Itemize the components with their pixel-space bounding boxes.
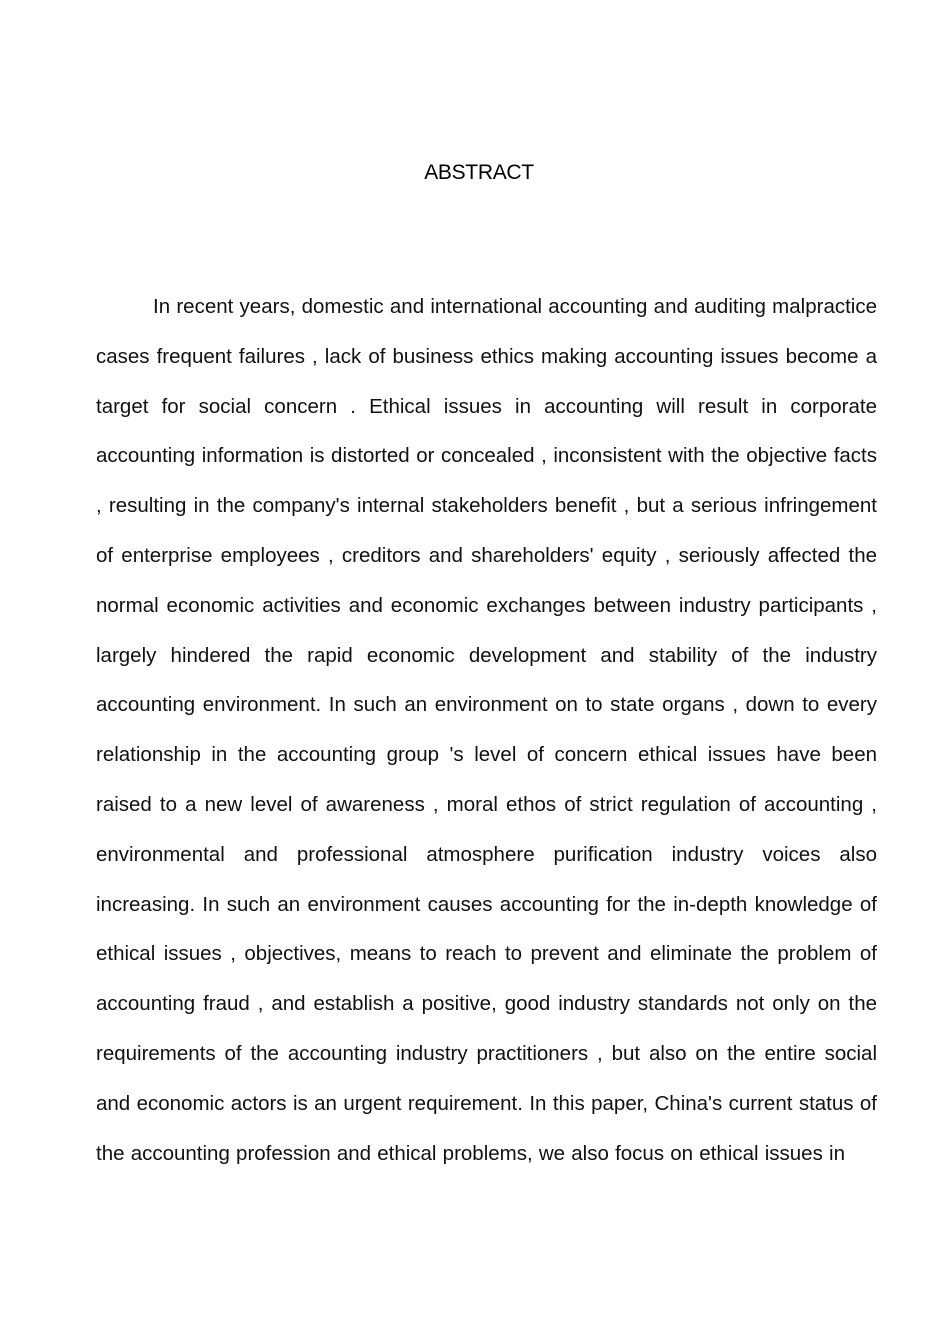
page-title: ABSTRACT bbox=[424, 161, 534, 184]
abstract-paragraph: In recent years, domestic and international accounting and auditing malpractice cases frequent failures , lack of business ethics making accounting issues become a target for social concern . Ethical issues in accounting will result in corporate accounting information is distorted or concealed , inconsistent with the objective facts , resulting in the company's internal stakeholders benefit , but a serious infringement of enterprise employees , creditors and shareholders' equity , seriously affected the normal economic activities and economic exchanges between industry participants , largely hindered the rapid economic development and stability of the industry accounting environment. In such an environment on to state organs , down to every relationship in the accounting group 's level of concern ethical issues have been raised to a new level of awareness , moral ethos of strict regulation of accounting , environmental and professional atmosphere purification industry voices also increasing. In such an environment causes accounting for the in-depth knowledge of ethical issues , objectives, means to reach to prevent and eliminate the problem of accounting fraud , and establish a positive, good industry standards not only on the requirements of the accounting industry practitioners , but also on the entire social and economic actors is an urgent requirement. In this paper, China's current status of the accounting profession and ethical problems, we also focus on ethical issues in bbox=[96, 295, 877, 1165]
